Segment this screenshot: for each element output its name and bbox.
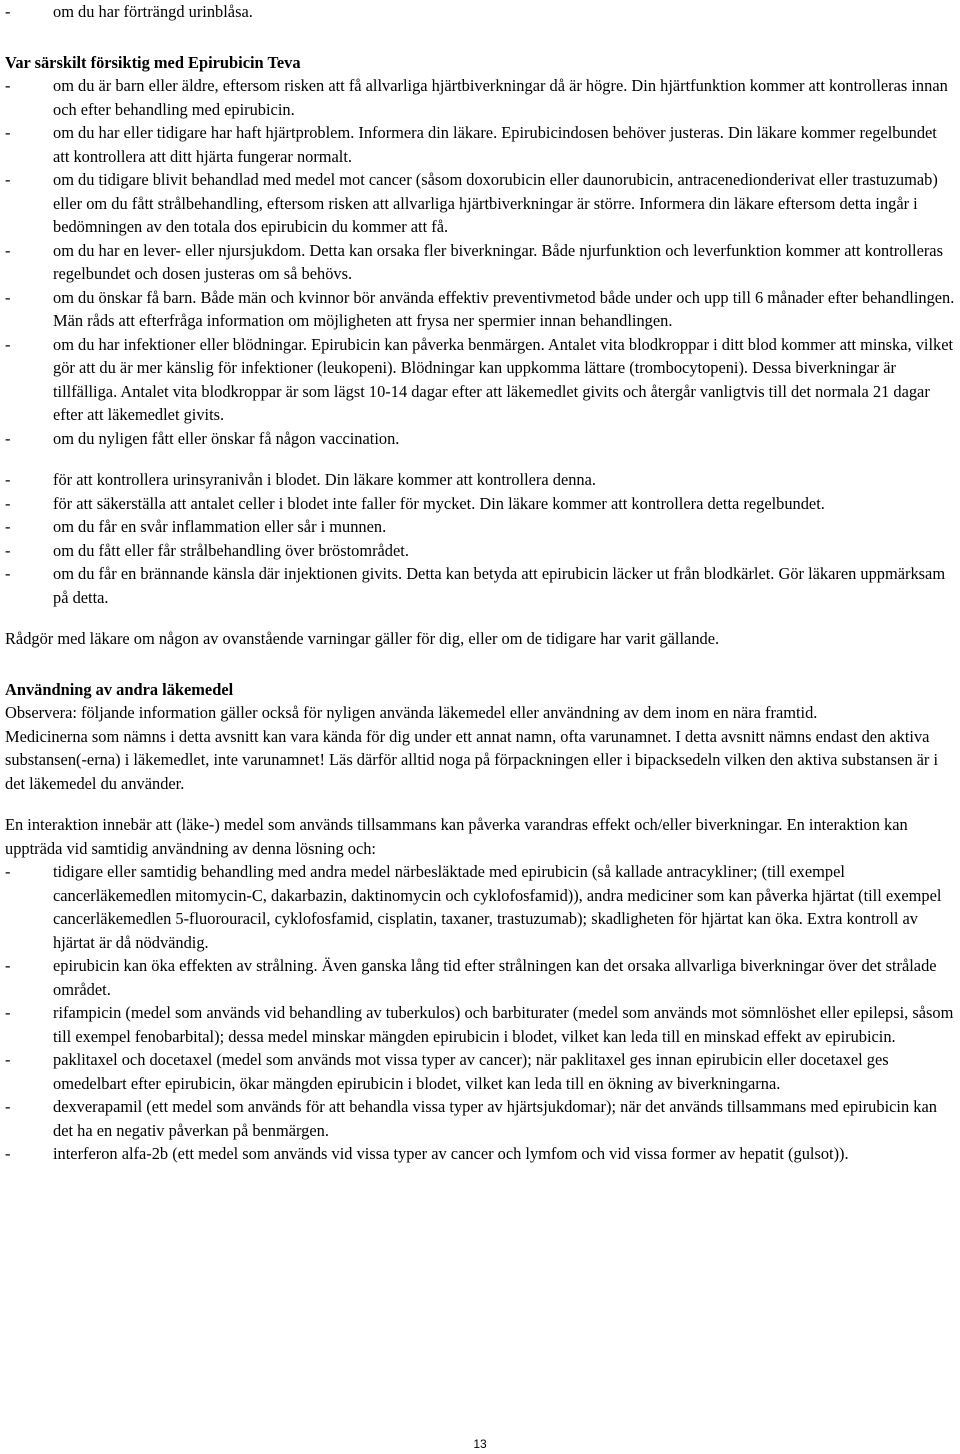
list-dash: - [5,493,11,513]
monitoring-list [5,468,955,609]
list-item-text: paklitaxel och docetaxel (medel som används mot vissa typer av cancer); när paklitaxel ges innan epirubicin eller docetaxel ges omedelbart efter epirubicin, ökar mängden epirubicin i blodet, vilket kan leda till en ökning av biverkningarna. [53,1050,889,1093]
list-item [5,1095,955,1142]
list-dash: - [5,240,11,260]
list-item-text: om du har förträngd urinblåsa. [53,2,253,21]
list-dash: - [5,1097,11,1116]
list-item-text: om du önskar få barn. Både män och kvinnor bör använda effektiv preventivmetod både under och upp till 6 månader efter behandlingen. Män råds att efterfråga information om möjligheten att frysa ner spermier innan behandlingen. [53,287,955,330]
list-item-text: om du får en svår inflammation eller sår i munnen. [53,517,387,536]
observation-paragraph: Observera: följande information gäller också för nyligen använda läkemedel eller användning av dem inom en nära framtid. [5,703,818,722]
names-paragraph: Medicinerna som nämns i detta avsnitt kan vara kända för dig under ett annat namn, ofta varunamnet. I detta avsnitt nämns endast den aktiva substansen(-erna) i läkemedlet, inte varunamnet! Läs därför alltid noga på förpackningen eller i bipacksedeln vilken den aktiva substansen är i det läkemedel du använder. [5,726,939,793]
caution-list [5,74,955,450]
list-item [5,0,955,24]
list-item [5,860,955,954]
list-item-text: om du fått eller får strålbehandling över bröstområdet. [53,540,409,560]
list-dash: - [5,956,11,975]
list-dash: - [5,287,11,307]
list-item [5,333,955,427]
page-number: 13 [473,1437,487,1451]
list-dash: - [5,1050,11,1069]
list-item-text: interferon alfa-2b (ett medel som används vid vissa typer av cancer och lymfom och vid vissa former av hepatit (gulsot)). [53,1144,849,1163]
list-dash: - [5,334,11,354]
list-item-text: rifampicin (medel som används vid behandling av tuberkulos) och barbiturater (medel som används mot sömnlöshet eller epilepsi, såsom till exempel fenobarbital); dessa medel minskar mängden epirubicin i blodet, vilket kan leda till en minskad effekt av epirubicin. [53,1003,954,1046]
list-item-text: om du får en brännande känsla där injektionen givits. Detta kan betyda att epirubicin läcker ut från blodkärlet. Gör läkaren uppmärksam på detta. [53,564,946,607]
list-dash: - [5,540,11,560]
list-item [5,239,955,286]
list-item-text: om du har eller tidigare har haft hjärtproblem. Informera din läkare. Epirubicindosen behöver justeras. Din läkare kommer regelbundet att kontrollera att ditt hjärta fungerar normalt. [53,123,937,166]
list-dash: - [5,2,11,21]
list-dash: - [5,862,11,881]
list-item [5,1048,955,1095]
list-item [5,562,955,609]
list-item-text: dexverapamil (ett medel som används för att behandla vissa typer av hjärtsjukdomar); när det används tillsammans med epirubicin kan det ha en negativ påverkan på benmärgen. [53,1097,937,1140]
list-item [5,427,955,451]
list-dash: - [5,76,11,95]
list-dash: - [5,564,11,583]
list-item-text: om du är barn eller äldre, eftersom risken att få allvarliga hjärtbiverkningar då är högre. Din hjärtfunktion kommer att kontrolleras innan och efter behandling med epirubicin. [53,76,948,119]
list-dash: - [5,1003,11,1022]
list-item-text: epirubicin kan öka effekten av strålning. Även ganska lång tid efter strålningen kan det orsaka allvarliga biverkningar över det strålade området. [53,956,937,999]
top-list [5,0,955,24]
list-item [5,468,955,492]
list-item [5,1142,955,1166]
list-dash: - [5,517,11,536]
advice-paragraph: Rådgör med läkare om någon av ovanstående varningar gäller för dig, eller om de tidigare har varit gällande. [5,629,720,648]
list-dash: - [5,428,11,448]
list-item-text: för att kontrollera urinsyranivån i blodet. Din läkare kommer att kontrollera denna. [53,470,596,489]
list-item [5,492,955,516]
interaction-list [5,860,955,1166]
list-item [5,168,955,239]
list-item-text: om du har infektioner eller blödningar. Epirubicin kan påverka benmärgen. Antalet vita blodkroppar i ditt blod kommer att minska, vilket gör att du är mer känslig för infektioner (leukopeni). Blödningar kan uppkomma lättare (trombocytopeni). Dessa biverkningar är tillfälliga. Antalet vita blodkroppar är som lägst 10-14 dagar efter att läkemedlet givits och återgår vanligtvis till det normala 21 dagar efter att läkemedlet givits. [53,334,954,424]
list-item [5,539,955,563]
list-dash: - [5,470,11,489]
list-item-text: för att säkerställa att antalet celler i blodet inte faller för mycket. Din läkare kommer att kontrollera detta regelbundet. [53,493,825,513]
list-dash: - [5,123,11,142]
list-item [5,121,955,168]
list-item [5,954,955,1001]
list-item [5,74,955,121]
interaction-paragraph: En interaktion innebär att (läke-) medel som används tillsammans kan påverka varandras effekt och/eller biverkningar. En interaktion kan uppträda vid samtidig användning av denna lösning och: [5,815,908,858]
list-item-text: om du nyligen fått eller önskar få någon vaccination. [53,428,400,448]
list-item [5,1001,955,1048]
list-item-text: om du har en lever- eller njursjukdom. Detta kan orsaka fler biverkningar. Både njurfunktion och leverfunktion kommer att kontrolleras regelbundet och dosen justeras om så behövs. [53,240,943,283]
document-page [5,0,955,1166]
other-medicines-heading: Användning av andra läkemedel [5,679,234,699]
list-item-text: tidigare eller samtidig behandling med andra medel närbesläktade med epirubicin (så kallade antracykliner; (till exempel cancerläkemedlen mitomycin-C, dakarbazin, daktinomycin och cyklofosfamid)), andra mediciner som kan påverka hjärtat (till exempel cancerläkemedlen 5-fluorouracil, cyklofosfamid, cisplatin, taxaner, trastuzumab); skadligheten för hjärtat kan öka. Extra kontroll av hjärtat är då nödvändig. [53,862,942,952]
list-dash: - [5,170,11,189]
list-item [5,286,955,333]
list-item-text: om du tidigare blivit behandlad med medel mot cancer (såsom doxorubicin eller daunorubicin, antracenedionderivat eller trastuzumab) eller om du fått strålbehandling, eftersom risken att allvarliga hjärtbiverkningar är större. Informera din läkare eftersom detta ingår i bedömningen av den totala dos epirubicin du kommer att få. [53,170,938,236]
list-item [5,515,955,539]
caution-heading: Var särskilt försiktig med Epirubicin Teva [5,52,301,72]
list-dash: - [5,1144,11,1163]
